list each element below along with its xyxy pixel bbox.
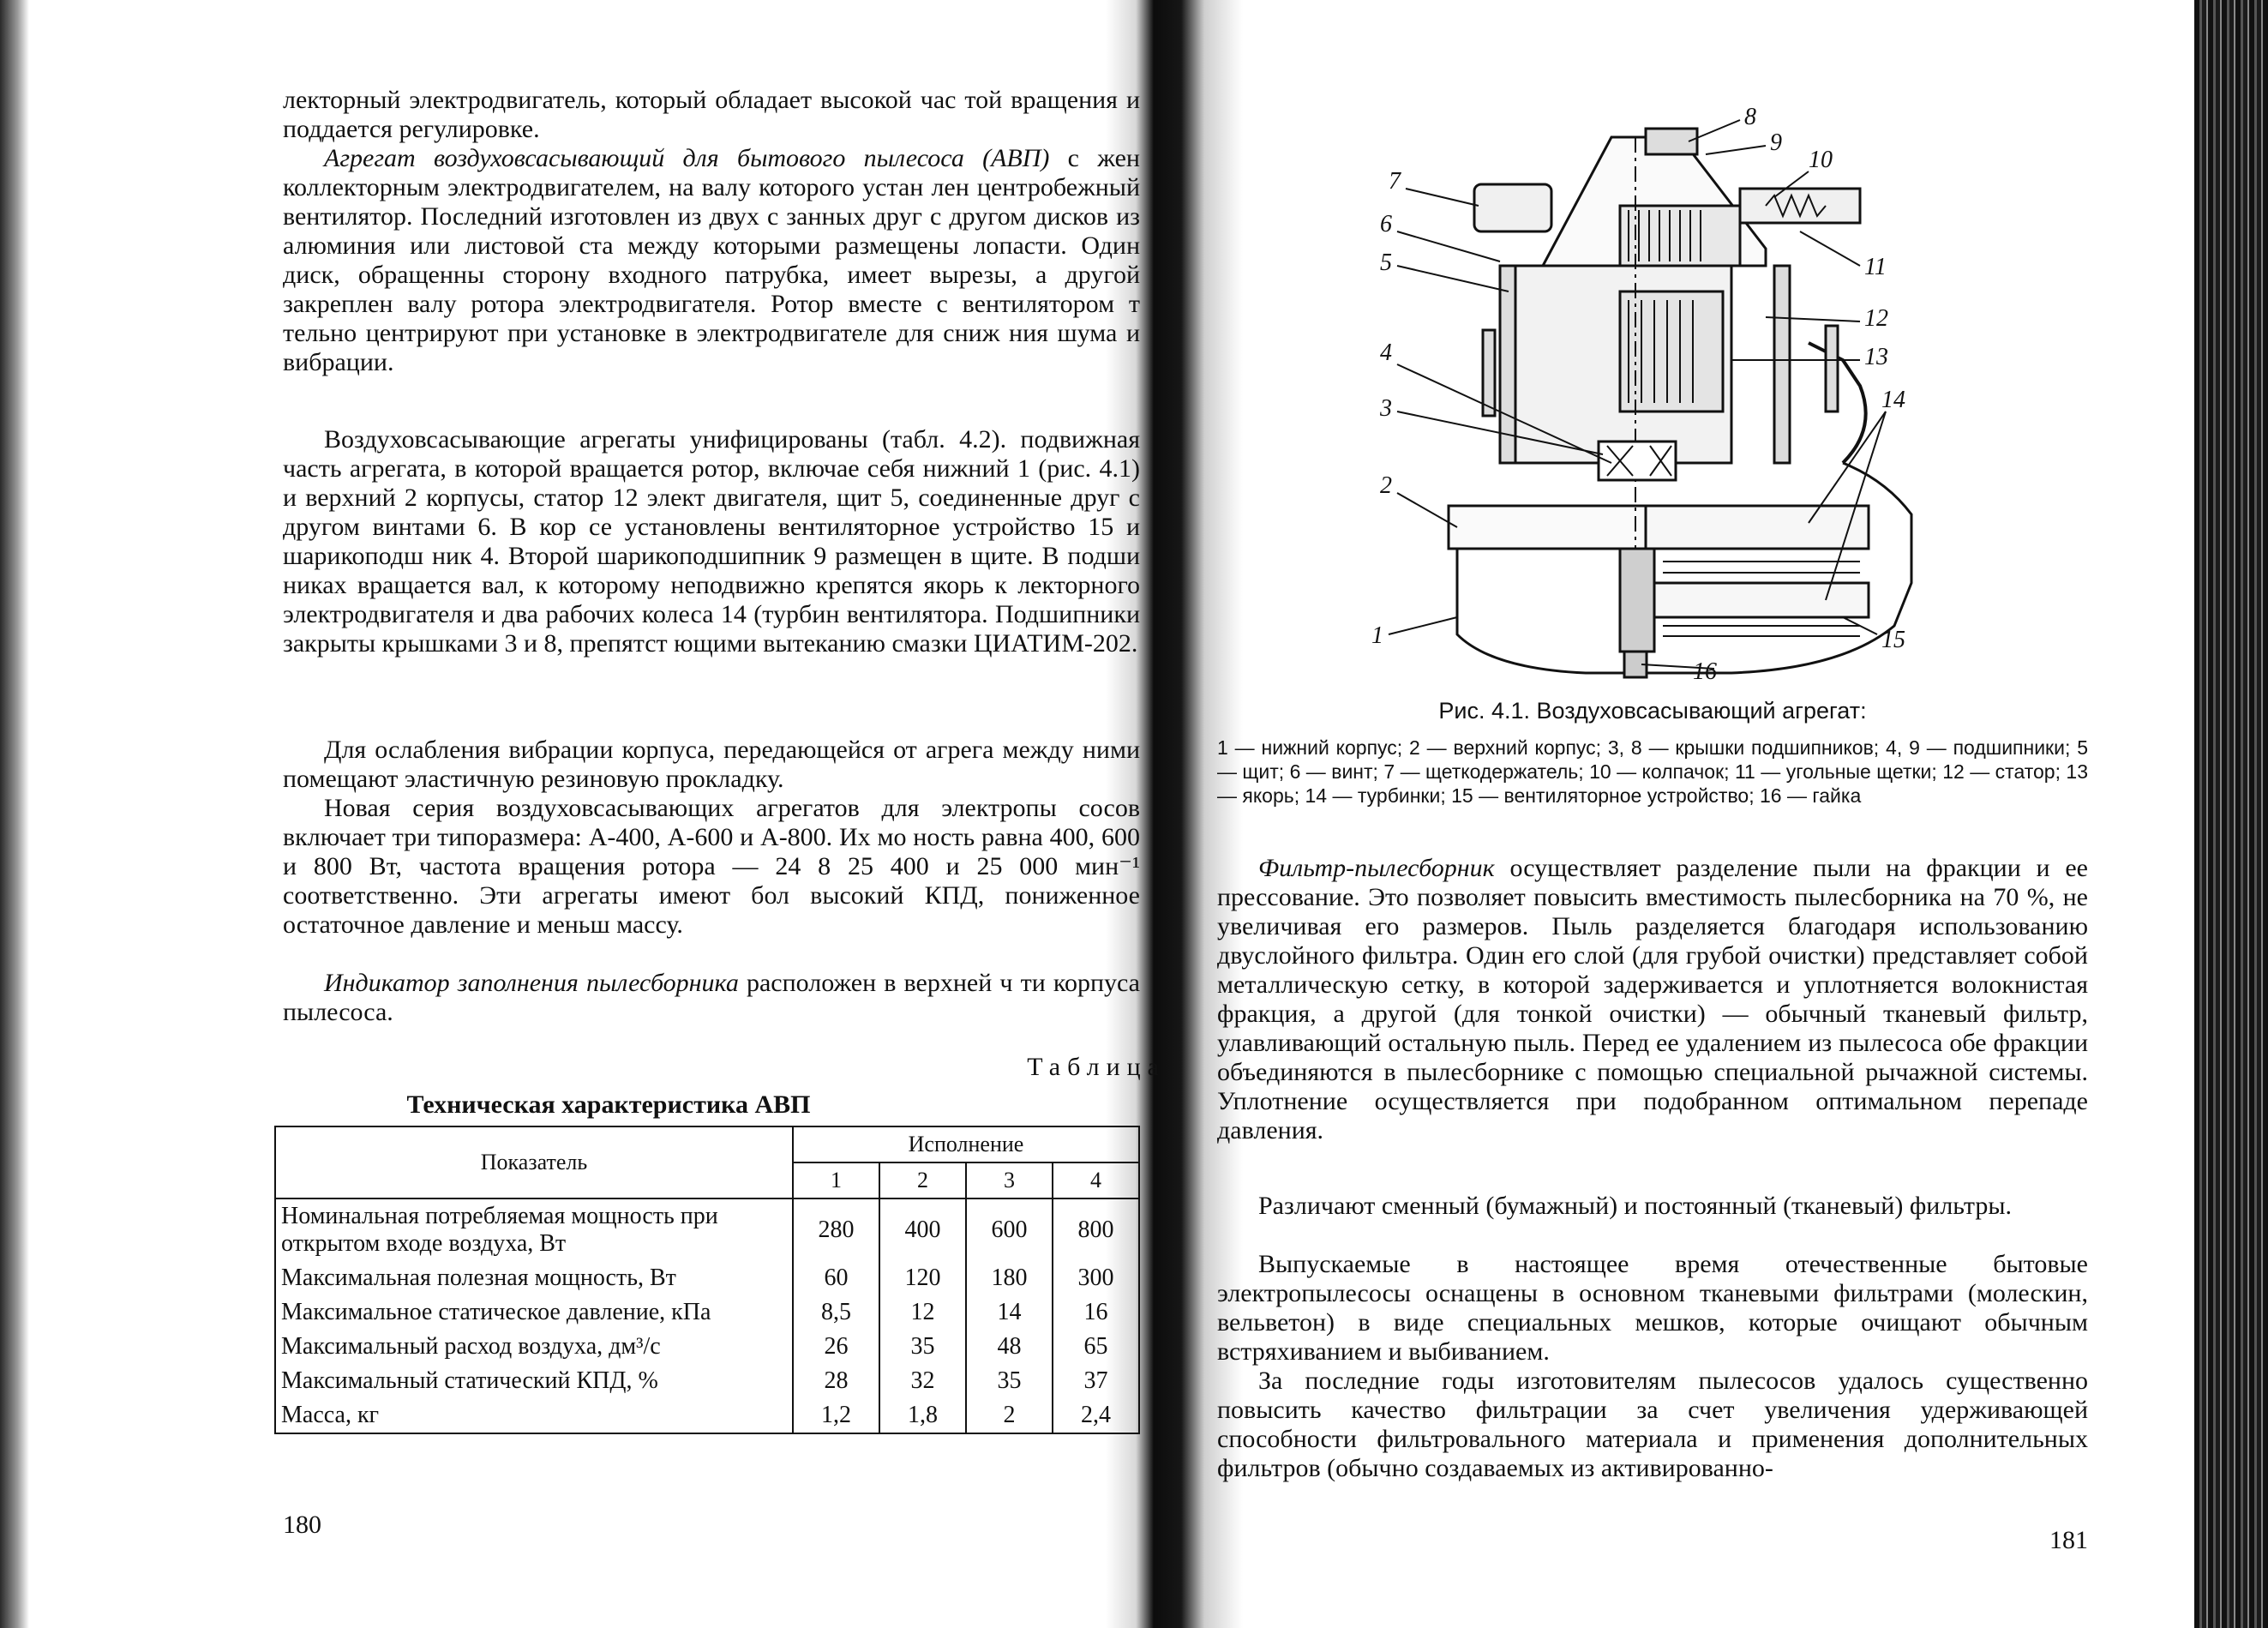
figure-legend: 1 — нижний корпус; 2 — верхний корпус; 3, 8 — крышки подшипников; 4, 9 — подшипники; 5 — щит; 6 — винт; 7 — щеткодержатель; 10 — колпачок; 11 — угольные щетки; 12 — статор; 13 — якорь; 14 — турбинки; 15 — вентиляторное устройство; 16 — гайка [1217,736,2088,807]
row-label: Масса, кг [275,1398,793,1433]
callout-label: 5 [1380,249,1392,276]
left-paragraph-2-text: с жен коллекторным электродвигателем, на валу которого устан лен центробежный вентилятор. Последний изготовлен из двух с занных друг с другом дисков из алюминия или листовой ста между которыми размещены лопасти. Один диск, обращенны сторону входного патрубка, имеет вырезы, а другой закреплен валу ротора электродвигателя. Ротор вместе с вентилятором т тельно центрируют при установке в электродвигателе для сниж ния шума и вибрации. [283,144,1140,376]
variant-2: 2 [879,1162,966,1198]
callout-label: 8 [1744,104,1756,130]
column-header-variant: Исполнение [793,1126,1139,1162]
row-label: Максимальная полезная мощность, Вт [275,1261,793,1295]
right-paragraph-1-text: осуществляет разделение пыли на фракции и ее прессование. Это позволяет повысить вместимость пылесборника на 70 %, не увеличивая его размеров. Пыль разделяется благодаря использованию двуслойного фильтра. Один его слой (для грубой очистки) представляет собой металлическую сетку, в которой задерживается и уплотняется волокнистая фракция, а другой (для тонкой очистки) — обычный тканевый фильтр, улавливающий остальную пыль. Перед ее удалением из пылесоса обе фракции объединяются в пылесборнике с помощью специальной рычажной системы. Уплотнение осуществляется при подобранном оптимальном перепаде давления. [1217,854,2088,1144]
right-paragraph-4: За последние годы изготовителям пылесосов удалось существенно повысить качество фильтрации за счет увеличения удерживающей способности фильтровального материала и применения дополнительных фильтров (обычно создаваемых из активированно- [1217,1367,2088,1482]
table-row [275,1330,1139,1364]
left-paragraph-6 [283,969,1140,1027]
table-row [275,1364,1139,1398]
callout-label: 11 [1864,254,1887,280]
table-row [275,1295,1139,1330]
left-page [281,0,1166,1628]
cell: 8,5 [793,1295,879,1330]
cell: 280 [793,1198,879,1261]
page-number-right: 181 [2049,1526,2088,1554]
cell: 1,8 [879,1398,966,1433]
cell: 37 [1053,1364,1139,1398]
cell: 35 [966,1364,1053,1398]
table-row [275,1398,1139,1433]
table-row [275,1198,1139,1261]
left-paragraph-2 [283,144,1140,377]
callout-label: 4 [1380,339,1392,366]
callout-label: 1 [1371,622,1383,649]
callout-label: 10 [1809,147,1833,173]
cell: 60 [793,1261,879,1295]
cell: 35 [879,1330,966,1364]
right-paragraph-1 [1217,854,2088,1145]
table-header-row [275,1126,1139,1162]
cell: 28 [793,1364,879,1398]
cell: 26 [793,1330,879,1364]
term-indicator: Индикатор заполнения пылесборника [324,969,739,997]
term-avp: Агрегат воздуховсасывающий для бытового пылесоса (АВП) [324,144,1050,172]
page-edge-right [2194,0,2268,1628]
page-edge-left [0,0,29,1628]
cell: 12 [879,1295,966,1330]
left-paragraph-1: лекторный электродвигатель, который обладает высокой час той вращения и поддается регулировке. [283,86,1140,143]
callout-label: 3 [1380,395,1392,422]
cell: 14 [966,1295,1053,1330]
cell: 32 [879,1364,966,1398]
cell: 120 [879,1261,966,1295]
variant-4: 4 [1053,1162,1139,1198]
callout-label: 7 [1389,168,1401,195]
term-filter: Фильтр-пылесборник [1258,854,1495,882]
callout-label: 9 [1770,129,1782,156]
table-row [275,1261,1139,1295]
variant-3: 3 [966,1162,1053,1198]
cell: 400 [879,1198,966,1261]
row-label: Номинальная потребляемая мощность при открытом входе воздуха, Вт [275,1198,793,1261]
left-paragraph-5: Новая серия воздуховсасывающих агрегатов для электропы сосов включает три типоразмера: А-400, А-600 и А-800. Их мо ность равна 400, 600 и 800 Вт, частота вращения ротора — 24 8 25 400 и 25 000 мин⁻¹ соответственно. Эти агрегаты имеют бол высокий КПД, пониженное остаточное давление и меньш массу. [283,794,1140,939]
cell: 600 [966,1198,1053,1261]
right-page [1217,0,2088,1628]
row-label: Максимальный расход воздуха, дм³/с [275,1330,793,1364]
left-paragraph-4: Для ослабления вибрации корпуса, передающейся от агрега между ними помещают эластичную резиновую прокладку. [283,736,1140,793]
cell: 800 [1053,1198,1139,1261]
cell: 300 [1053,1261,1139,1295]
left-paragraph-6-text: расположен в верхней ч ти корпуса пылесоса. [283,969,1140,1026]
callout-label: 15 [1881,627,1905,653]
callout-label: 12 [1864,305,1888,332]
page-number-left: 180 [283,1511,321,1539]
callout-label: 2 [1380,472,1392,499]
figure-caption: Рис. 4.1. Воздуховсасывающий агрегат: [1438,698,1867,724]
column-header-indicator: Показатель [275,1126,793,1198]
cell: 2 [966,1398,1053,1433]
row-label: Максимальный статический КПД, % [275,1364,793,1398]
left-paragraph-3: Воздуховсасывающие агрегаты унифицированы (табл. 4.2). подвижная часть агрегата, в которой вращается ротор, включае себя нижний 1 (рис. 4.1) и верхний 2 корпусы, статор 12 элект двигателя, щит 5, соединенные друг с другом винтами 6. В кор се установлены вентиляторное устройство 15 и шарикоподш ник 4. Второй шарикоподшипник 9 размещен в щите. В подши никах вращается вал, к которому неподвижно крепятся якорь к лекторного электродвигателя и два рабочих колеса 14 (турбин вентилятора. Подшипники закрыты крышками 3 и 8, препятст ющими вытеканию смазки ЦИАТИМ-202. [283,425,1140,658]
aggregate-drawing [1363,103,1963,686]
row-label: Максимальное статическое давление, кПа [275,1295,793,1330]
cell: 16 [1053,1295,1139,1330]
callout-label: 6 [1380,211,1392,237]
right-paragraph-3: Выпускаемые в настоящее время отечественные бытовые электропылесосы оснащены в основном тканевыми фильтрами (молескин, вельветон) в виде специальных мешков, которые очищают обычным встряхиванием и выбиванием. [1217,1250,2088,1366]
callout-label: 13 [1864,344,1888,370]
drawing-lines [1389,120,1911,677]
cell: 180 [966,1261,1053,1295]
cell: 2,4 [1053,1398,1139,1433]
table-label: Таблица [1027,1053,1166,1081]
cell: 48 [966,1330,1053,1364]
callout-label: 16 [1693,658,1717,685]
callout-label: 14 [1881,387,1905,413]
cell: 65 [1053,1330,1139,1364]
spec-table [274,1126,1140,1434]
table-title: Техническая характеристика АВП [406,1090,811,1119]
right-paragraph-2: Различают сменный (бумажный) и постоянный (тканевый) фильтры. [1258,1192,2012,1220]
cell: 1,2 [793,1398,879,1433]
variant-1: 1 [793,1162,879,1198]
